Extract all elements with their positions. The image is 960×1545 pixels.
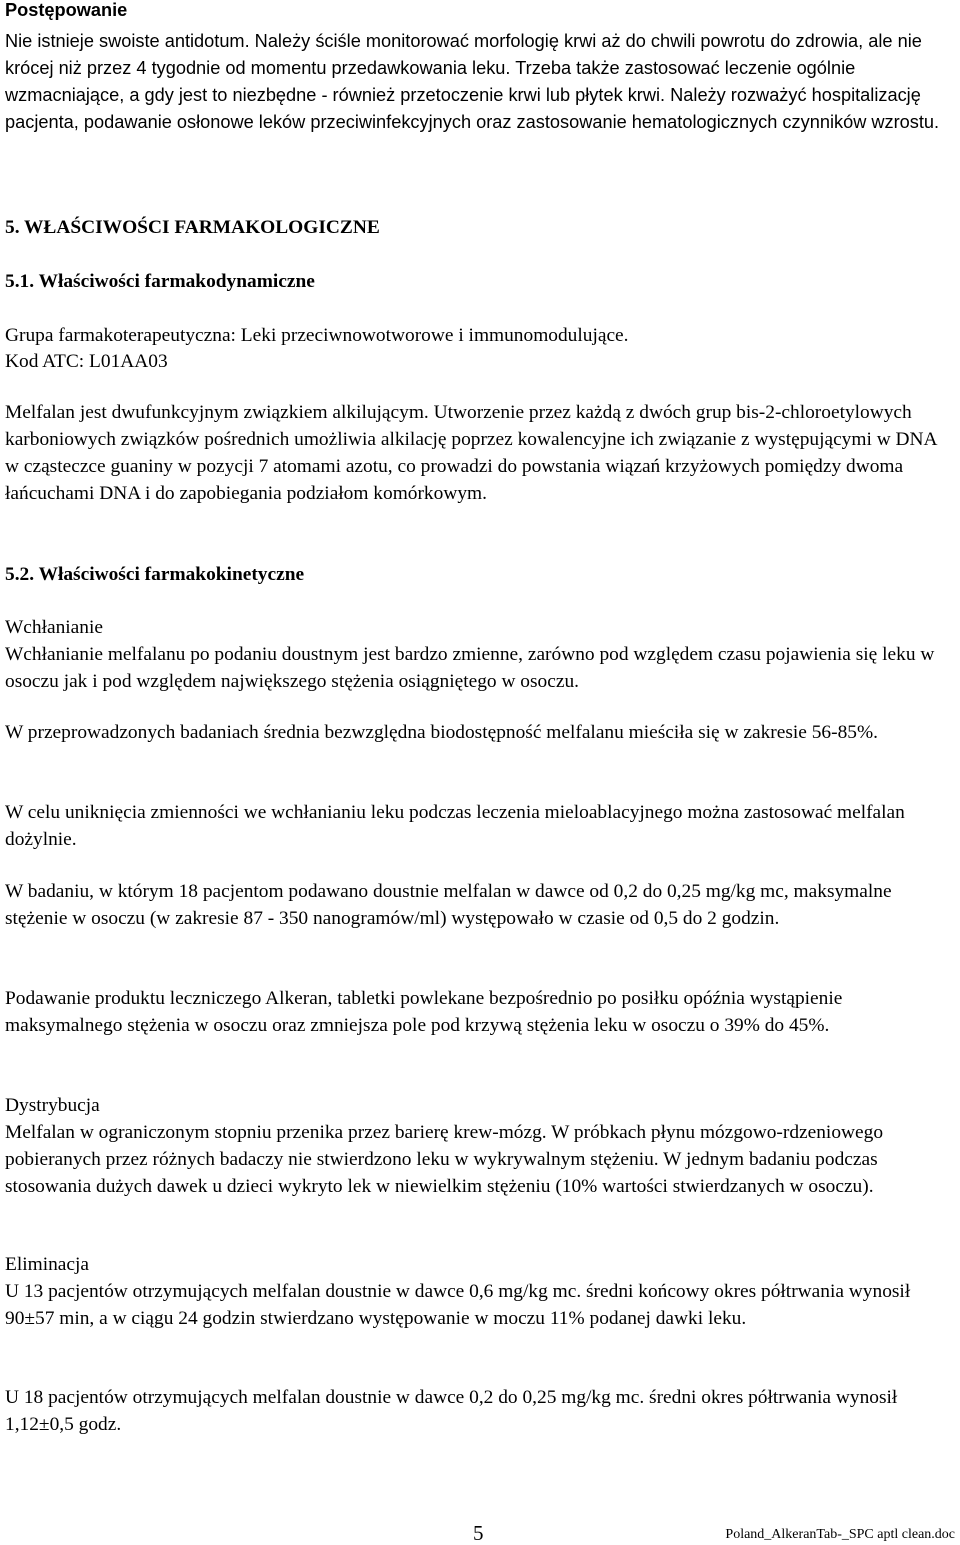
- mechanism-paragraph: Melfalan jest dwufunkcyjnym związkiem alkilującym. Utworzenie przez każdą z dwóch grup bis-2-chloroetylowych karboniowych związków pośrednich umożliwia alkilację poprzez kowalencyjne ich związanie z występującymi w DNA w cząsteczce guaniny w pozycji 7 atomami azotu, co prowadzi do powstania wiązań krzyżowych pomiędzy dwoma łańcuchami DNA i do zapobiegania podziałom komórkowym.: [5, 402, 937, 504]
- section-5-2-heading: 5.2. Właściwości farmakokinetyczne: [5, 564, 305, 585]
- absorption-paragraph-5: Podawanie produktu leczniczego Alkeran, tabletki powlekane bezpośrednio po posiłku opóźnia wystąpienie maksymalnego stężenia w osoczu oraz zmniejsza pole pod krzywą stężenia leku w osoczu o 39% do 45%.: [5, 988, 843, 1036]
- absorption-title: Wchłanianie: [5, 617, 103, 638]
- elimination-paragraph-2: U 18 pacjentów otrzymujących melfalan doustnie w dawce 0,2 do 0,25 mg/kg mc. średni okres półtrwania wynosił 1,12±0,5 godz.: [5, 1387, 898, 1435]
- distribution-title: Dystrybucja: [5, 1095, 100, 1116]
- elimination-paragraph-1: U 13 pacjentów otrzymujących melfalan doustnie w dawce 0,6 mg/kg mc. średni końcowy okres półtrwania wynosił 90±57 min, a w ciągu 24 godzin stwierdzano występowanie w moczu 11% podanej dawki leku.: [5, 1281, 911, 1329]
- procedure-paragraph: Nie istnieje swoiste antidotum. Należy ściśle monitorować morfologię krwi aż do chwili powrotu do zdrowia, ale nie krócej niż przez 4 tygodnie od momentu przedawkowania leku. Trzeba także zastosować leczenie ogólnie wzmacniające, a gdy jest to niezbędne - również przetoczenie krwi lub płytek krwi. Należy rozważyć hospitalizację pacjenta, podawanie osłonowe leków przeciwinfekcyjnych oraz zastosowanie hematologicznych czynników wzrostu.: [5, 31, 940, 132]
- page-number: 5: [473, 1521, 484, 1545]
- section-5-heading: 5. WŁAŚCIWOŚCI FARMAKOLOGICZNE: [5, 217, 380, 238]
- absorption-paragraph-3: W celu uniknięcia zmienności we wchłanianiu leku podczas leczenia mieloablacyjnego można zastosować melfalan dożylnie.: [5, 802, 905, 850]
- absorption-paragraph-4: W badaniu, w którym 18 pacjentom podawano doustnie melfalan w dawce od 0,2 do 0,25 mg/kg mc, maksymalne stężenie w osoczu (w zakresie 87 - 350 nanogramów/ml) występowało w czasie od 0,5 do 2 godzin.: [5, 881, 892, 929]
- distribution-paragraph: Melfalan w ograniczonym stopniu przenika przez barierę krew-mózg. W próbkach płynu mózgowo-rdzeniowego pobieranych przez różnych badaczy nie stwierdzono leku w wykrywalnym stężeniu. W jednym badaniu podczas stosowania dużych dawek u dzieci wykryto lek w niewielkim stężeniu (10% wartości stwierdzanych w osoczu).: [5, 1122, 884, 1197]
- elimination-title: Eliminacja: [5, 1254, 89, 1275]
- absorption-paragraph-1: Wchłanianie melfalanu po podaniu doustnym jest bardzo zmienne, zarówno pod względem czasu pojawienia się leku w osoczu jak i pod względem największego stężenia osiągniętego w osoczu.: [5, 644, 935, 692]
- procedure-heading: Postępowanie: [5, 0, 128, 20]
- pharmacotherapeutic-group: Grupa farmakoterapeutyczna: Leki przeciwnowotworowe i immunomodulujące.: [5, 325, 629, 346]
- section-5-1-heading: 5.1. Właściwości farmakodynamiczne: [5, 271, 315, 292]
- document-filename: Poland_AlkeranTab-_SPC aptl clean.doc: [725, 1527, 955, 1542]
- absorption-paragraph-2: W przeprowadzonych badaniach średnia bezwzględna biodostępność melfalanu mieściła się w zakresie 56-85%.: [5, 722, 878, 743]
- atc-code: Kod ATC: L01AA03: [5, 351, 168, 372]
